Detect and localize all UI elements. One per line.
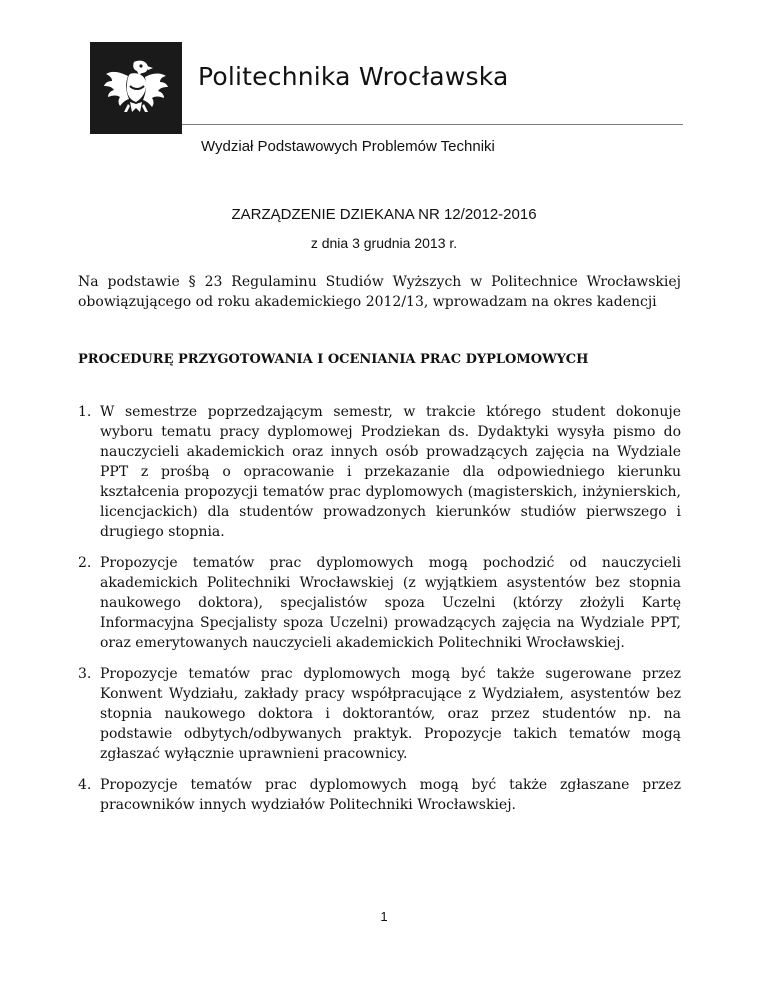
faculty-name: Wydział Podstawowych Problemów Techniki [201,138,495,155]
list-item [78,553,681,653]
university-name: Politechnika Wrocławska [198,62,509,91]
list-item [78,664,681,764]
list-item-text: W semestrze poprzedzającym semestr, w trakcie którego student dokonuje wyboru tematu pracy dyplomowej Prodziekan ds. Dydaktyki wysyła pismo do nauczycieli akademickich oraz innych osób prowadzących zajęcia na Wydziale PPT z prośbą o opracowanie i przekazanie dla odpowiedniego kierunku kształcenia propozycji tematów prac dyplomowych (magisterskich, inżynierskich, licencjackich) dla studentów prowadzonych kierunków studiów pierwszego i drugiego stopnia. [100,404,681,540]
page-number: 1 [380,909,388,924]
list-item [78,402,681,542]
list-item [78,775,681,815]
eagle-emblem-icon [90,42,182,134]
list-item-number: 4. [78,777,92,793]
list-item-number: 3. [78,666,92,682]
list-item-text: Propozycje tematów prac dyplomowych mogą być także zgłaszane przez pracowników innych wydziałów Politechniki Wrocławskiej. [100,777,681,813]
list-item-number: 2. [78,555,92,571]
list-item-text: Propozycje tematów prac dyplomowych mogą być także sugerowane przez Konwent Wydziału, zakłady pracy współpracujące z Wydziałem, asystentów bez stopnia naukowego doktora i doktorantów, oraz przez studentów np. na podstawie odbytych/odbywanych praktyk. Propozycje takich tematów mogą zgłaszać wyłącznie uprawnieni pracownicy. [100,666,681,762]
intro-paragraph: Na podstawie § 23 Regulaminu Studiów Wyższych w Politechnice Wrocławskiej obowiązującego od roku akademickiego 2012/13, wprowadzam na okres kadencji [78,274,681,310]
list-item-text: Propozycje tematów prac dyplomowych mogą pochodzić od nauczycieli akademickich Politechniki Wrocławskiej (z wyjątkiem asystentów bez stopnia naukowego doktora), specjalistów spoza Uczelni (którzy złożyli Kartę Informacyjna Specjalisty spoza Uczelni) prowadzących zajęcia na Wydziale PPT, oraz emerytowanych nauczycieli akademickich Politechniki Wrocławskiej. [100,555,681,651]
list-item-number: 1. [78,404,92,420]
header-divider [182,124,683,125]
procedure-list [78,402,681,826]
university-logo [90,42,182,134]
document-date: z dnia 3 grudnia 2013 r. [310,235,458,251]
procedure-heading: PROCEDURĘ PRZYGOTOWANIA I OCENIANIA PRAC DYPLOMOWYCH [78,352,589,367]
document-title: ZARZĄDZENIE DZIEKANA NR 12/2012-2016 [231,206,537,223]
